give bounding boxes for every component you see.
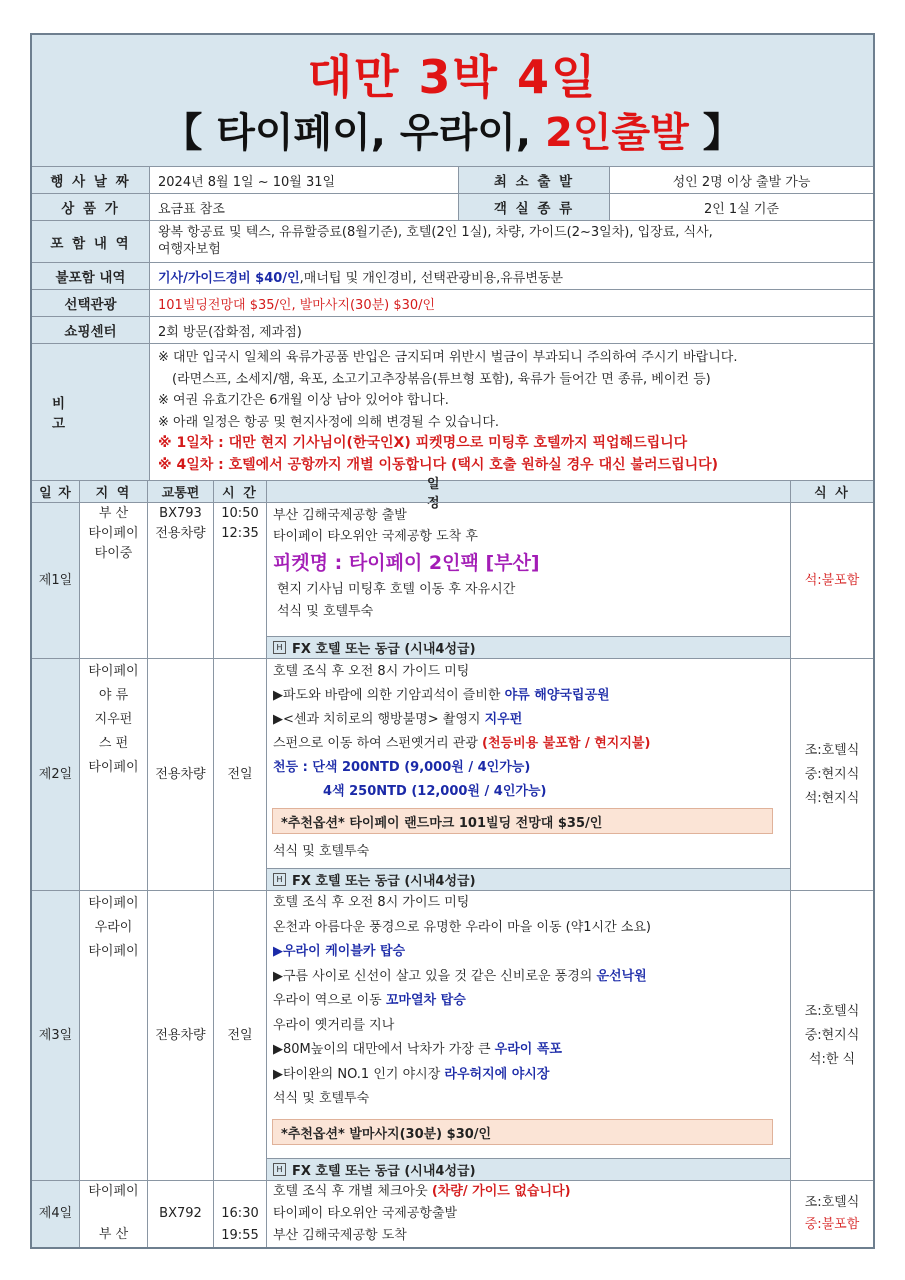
day2-regions: 타이페이 야 류 지우펀 스 펀 타이페이 (79, 658, 147, 890)
notes-value: ※ 대만 입국시 일체의 육류가공품 반입은 금지되며 위반시 벌금이 부과되니 주의하여 주시기 바랍니다. (라면스프, 소세지/햄, 육포, 소고기고추장볶음(튜브형 포함), 육류가 들어간 면 종류, 베이컨 등) ※ 여권 유효기간은 6개월 이상 남아 있어야 합니다. ※ 아래 일정은 항공 및 현지사정에 의해 변경될 수 있습니다. ※ 1일차 : 대만 현지 기사님이(한국인X) 피켓명으로 미팅후 호텔까지 픽업해드립니다 ※ 4일차 : 호텔에서 공항까지 개별 이동합니다 (택시 호출 원하실 경우 대신 불러드립니다) (149, 343, 873, 480)
yehliu-park: 야류 해양국립공원 (504, 688, 610, 703)
day2-plan: 호텔 조식 후 오전 8시 가이드 미팅 ▶파도와 바람에 의한 기암괴석이 즐비한 야류 해양국립공원 ▶<센과 치히로의 행방불명> 촬영지 지우펀 스펀으로 이동 하여 스펀옛거리 관광 (천등비용 불포함 / 현지지불) 천등 : 단색 200NTD (9,000원 / 4인가능) 4색 250NTD (12,000원 / 4인가능) *추천옵션* 타이페이 랜드마크 101빌딩 전망대 $35/인 석식 및 호텔투숙 H FX 호텔 또는 동급 (시내4성급) (266, 658, 790, 890)
day1-times: 10:50 12:35 (213, 502, 266, 658)
title-banner (32, 35, 873, 166)
day1-transport: BX793 전용차량 (147, 502, 213, 658)
day2-meals: 조:호텔식 중:현지식 석:현지식 (790, 658, 873, 890)
title-bracket-close: 】 (702, 110, 743, 156)
title-line2 (32, 101, 873, 158)
title-cities: 타이페이, 우라이, (216, 110, 532, 156)
yun-xian-paradise: 운선낙원 (596, 968, 647, 984)
exclude-value: 기사/가이드경비 $40/인 ,매너팁 및 개인경비, 선택관광비용,유류변동분 (149, 262, 873, 289)
title-bracket-open: 【 (162, 110, 203, 156)
include-label: 포 함 내 역 (32, 220, 149, 262)
lantern-four: 4색 250NTD (12,000원 / 4인가능) (323, 784, 547, 799)
day4-label: 제4일 (32, 1180, 79, 1247)
day3-transport: 전용차량 (147, 890, 213, 1180)
day3-meals: 조:호텔식 중:현지식 석:한 식 (790, 890, 873, 1180)
period-value: 2024년 8월 1일 ~ 10월 31일 (149, 166, 458, 193)
title-line1: 대만 3박 4일 (307, 50, 598, 104)
price-value: 요금표 참조 (149, 193, 458, 220)
day4-meals: 조:호텔식 중:불포함 (790, 1180, 873, 1247)
lantern-fee-note: (천등비용 불포함 / 현지지불) (482, 736, 651, 751)
col-day: 일 자 (32, 480, 79, 502)
day1-meals: 석:불포함 (790, 502, 873, 658)
day4-transport: BX792 (147, 1180, 213, 1247)
day3-label: 제3일 (32, 890, 79, 1180)
day3-recommended-option: *추천옵션* 발마사지(30분) $30/인 (272, 1119, 773, 1145)
title-departure: 2인출발 (544, 110, 689, 156)
min-departure-label: 최 소 출 발 (458, 166, 609, 193)
day4-times: 16:30 19:55 (213, 1180, 266, 1247)
picket-name: 피켓명 : 타이페이 2인팩 [부산] (273, 552, 540, 574)
day3-plan: 호텔 조식 후 오전 8시 가이드 미팅 온천과 아름다운 풍경으로 유명한 우라이 마을 이동 (약1시간 소요) ▶우라이 케이블카 탑승 ▶구름 사이로 신선이 살고 있을 것 같은 신비로운 풍경의 운선낙원 우라이 역으로 이동 꼬마열차 탑승 우라이 옛거리를 지나 ▶80M높이의 대만에서 낙차가 가장 큰 우라이 폭포 ▶타이완의 NO.1 인기 야시장 라우허지에 야시장 석식 및 호텔투숙 *추천옵션* 발마사지(30분) $30/인 H FX 호텔 또는 동급 (시내4성급) (266, 890, 790, 1180)
day2-hotel: H FX 호텔 또는 동급 (시내4성급) (267, 868, 790, 890)
include-value: 왕복 항공료 및 텍스, 유류할증료(8월기준), 호텔(2인 1실), 차량, 가이드(2~3일차), 입장료, 식사, 여행자보험 (149, 220, 873, 262)
mini-train: 꼬마열차 탑승 (385, 993, 466, 1008)
day1-regions: 부 산 타이페이 타이중 (79, 502, 147, 658)
col-region: 지 역 (79, 480, 147, 502)
day1-hotel: H FX 호텔 또는 동급 (시내4성급) (267, 636, 790, 658)
price-label: 상 품 가 (32, 193, 149, 220)
exclude-label: 불포함 내역 (32, 262, 149, 289)
jiufen: 지우펀 (484, 712, 523, 727)
wulai-cablecar: ▶우라이 케이블카 탑승 (273, 944, 406, 959)
day3-times: 전일 (213, 890, 266, 1180)
itinerary-sheet (30, 33, 875, 1249)
day3-hotel: H FX 호텔 또는 동급 (시내4성급) (267, 1158, 790, 1180)
col-transport: 교통편 (147, 480, 213, 502)
day2-recommended-option: *추천옵션* 타이페이 랜드마크 101빌딩 전망대 $35/인 (272, 808, 773, 834)
guide-fee: 기사/가이드경비 $40/인 (158, 270, 300, 286)
day3-regions: 타이페이 우라이 타이페이 (79, 890, 147, 1180)
day2-label: 제2일 (32, 658, 79, 890)
wulai-falls: 우라이 폭포 (494, 1042, 562, 1057)
room-type-value: 2인 1실 기준 (609, 193, 873, 220)
shopping-value: 2회 방문(잡화점, 제과점) (149, 316, 873, 343)
day1-label: 제1일 (32, 502, 79, 658)
period-label: 행 사 날 짜 (32, 166, 149, 193)
col-time: 시 간 (213, 480, 266, 502)
option-tour-label: 선택관광 (32, 289, 149, 316)
option-tour-value: 101빌딩전망대 $35/인, 발마사지(30분) $30/인 (149, 289, 873, 316)
day4-regions: 타이페이 부 산 (79, 1180, 147, 1247)
notes-label: 비 고 (32, 343, 149, 480)
min-departure-value: 성인 2명 이상 출발 가능 (609, 166, 873, 193)
day4-plan: 호텔 조식 후 개별 체크아웃 (차량/ 가이드 없습니다) 타이페이 타오위안 국제공항출발 부산 김해국제공항 도착 (266, 1180, 790, 1247)
col-plan: 일 정 (266, 480, 790, 502)
room-type-label: 객 실 종 류 (458, 193, 609, 220)
hotel-icon: H (273, 641, 286, 654)
shopping-label: 쇼핑센터 (32, 316, 149, 343)
no-vehicle-guide: (차량/ 가이드 없습니다) (431, 1184, 571, 1199)
day2-times: 전일 (213, 658, 266, 890)
day2-transport: 전용차량 (147, 658, 213, 890)
lantern-single: 천등 : 단색 200NTD (9,000원 / 4인가능) (273, 760, 531, 775)
day1-plan: 부산 김해국제공항 출발 타이페이 타오위안 국제공항 도착 후 피켓명 : 타이페이 2인팩 [부산] 현지 기사님 미팅후 호텔 이동 후 자유시간 석식 및 호텔투숙 H FX 호텔 또는 동급 (시내4성급) (266, 502, 790, 658)
col-meal: 식 사 (790, 480, 873, 502)
raohe-night-market: 라우허지에 야시장 (444, 1066, 550, 1082)
